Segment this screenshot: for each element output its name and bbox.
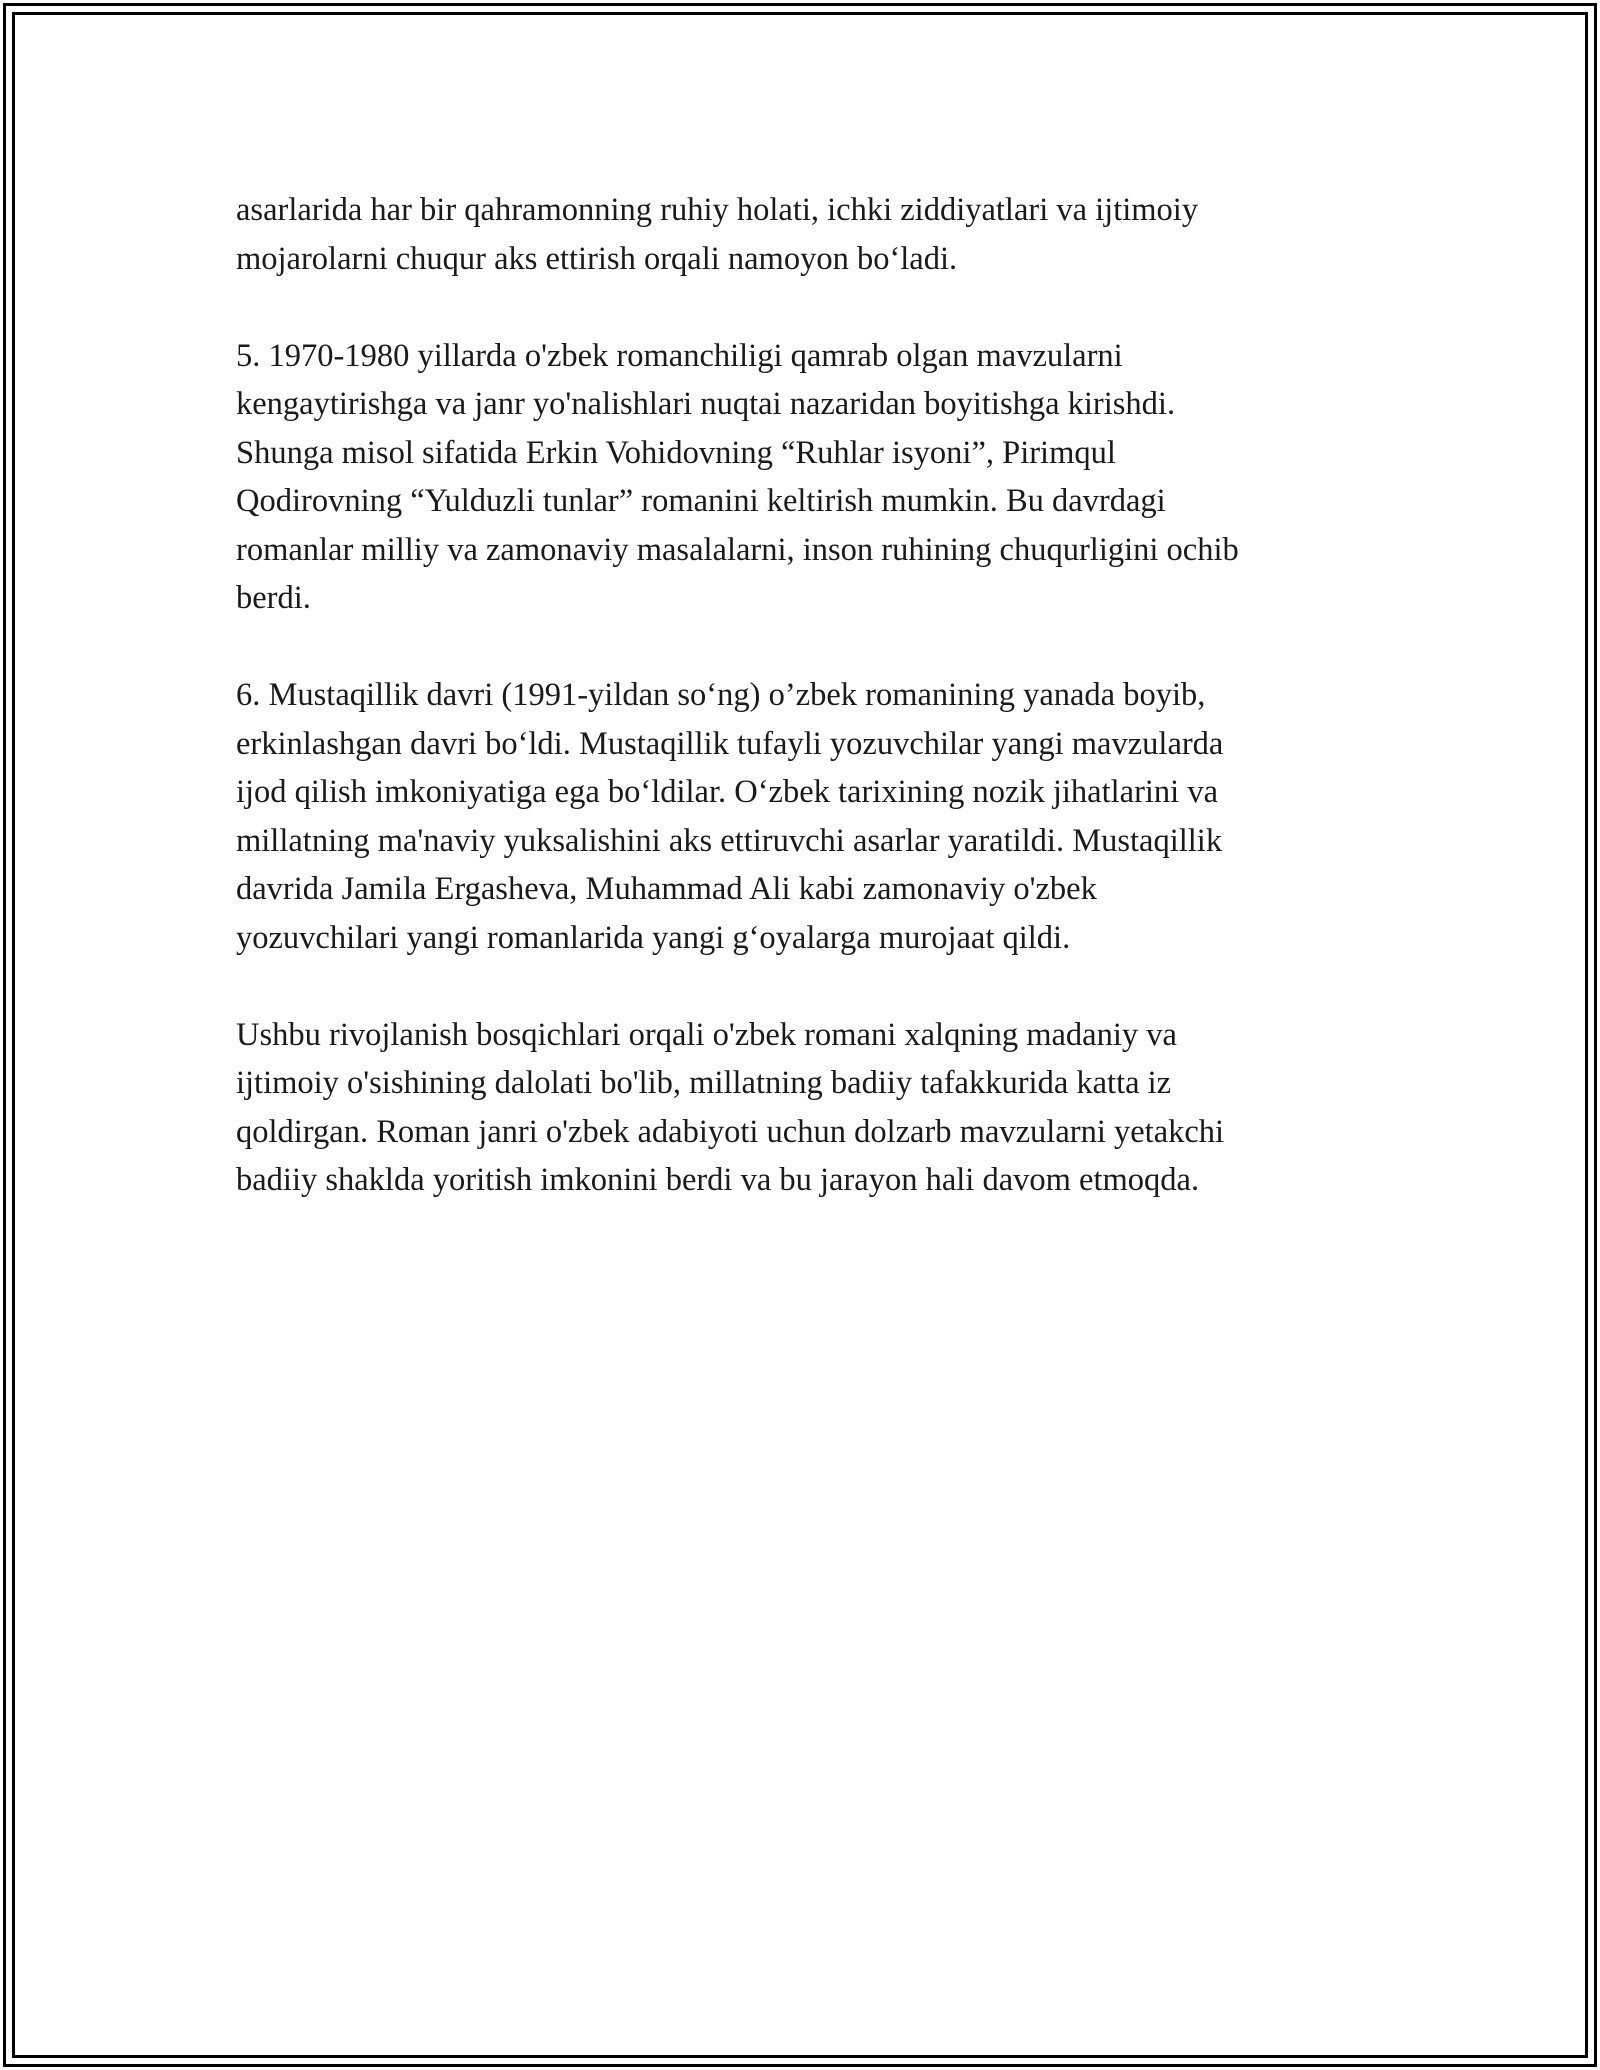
paragraph-continuation: asarlarida har bir qahramonning ruhiy holati, ichki ziddiyatlari va ijtimoiy mojarolarni chuqur aks ettirish orqali namoyon bo‘ladi.: [236, 192, 1199, 277]
paragraph-conclusion: Ushbu rivojlanish bosqichlari orqali o'zbek romani xalqning madaniy va ijtimoiy o'sishining dalolati bo'lib, millatning badiiy tafakkurida katta iz qoldirgan. Roman janri o'zbek adabiyoti uchun dolzarb mavzularni yetakchi badiiy shaklda yoritish imkonini berdi va bu jarayon hali davom etmoqda.: [236, 1016, 1225, 1198]
paragraph-item-6: 6. Mustaqillik davri (1991-yildan so‘ng) o’zbek romanining yanada boyib, erkinlashgan davri bo‘ldi. Mustaqillik tufayli yozuvchilar yangi mavzularda ijod qilish imkoniyatiga ega bo‘ldilar. O‘zbek tarixining nozik jihatlarini va millatning ma'naviy yuksalishini aks ettiruvchi asarlar yaratildi. Mustaqillik davrida Jamila Ergasheva, Muhammad Ali kabi zamonaviy o'zbek yozuvchilari yangi romanlarida yangi g‘oyalarga murojaat qildi.: [236, 677, 1224, 956]
document-body: [236, 186, 1386, 1253]
paragraph-item-5: 5. 1970-1980 yillarda o'zbek romanchiligi qamrab olgan mavzularni kengaytirishga va janr yo'nalishlari nuqtai nazaridan boyitishga kirishdi. Shunga misol sifatida Erkin Vohidovning “Ruhlar isyoni”, Pirimqul Qodirovning “Yulduzli tunlar” romanini keltirish mumkin. Bu davrdagi romanlar milliy va zamonaviy masalalarni, inson ruhining chuqurligini ochib berdi.: [236, 337, 1239, 616]
